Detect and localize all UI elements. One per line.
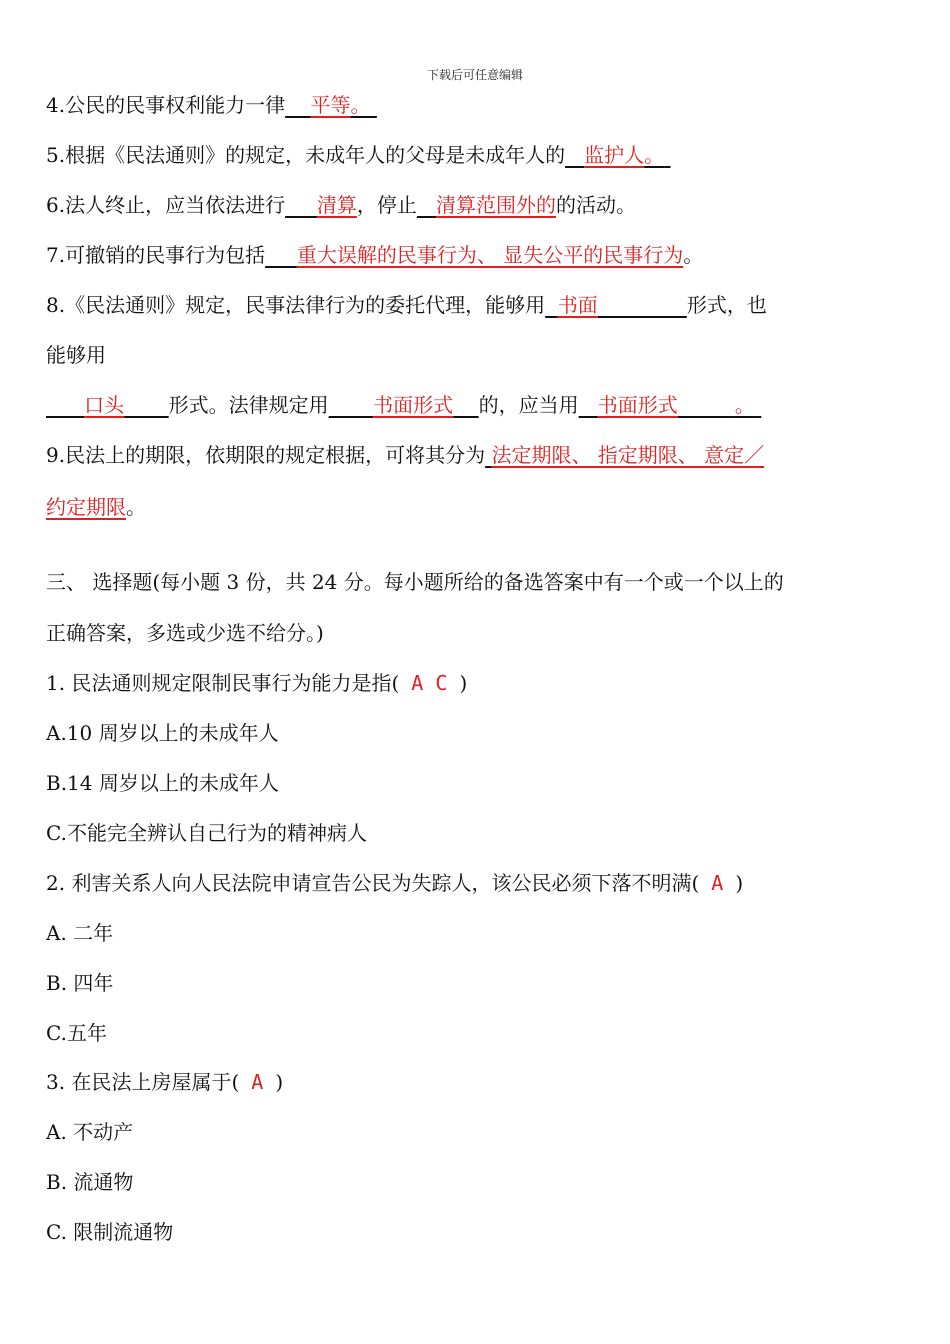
close-paren: ) bbox=[735, 871, 744, 895]
answer-4: 书面形式 bbox=[597, 393, 678, 417]
question-text-end: 。 bbox=[126, 495, 146, 519]
choice-question-3 bbox=[46, 1069, 283, 1095]
answer: 平等 bbox=[310, 93, 351, 117]
answer: A C bbox=[399, 671, 460, 695]
question-text-mid: 形式。法律规定用 bbox=[168, 393, 329, 417]
fill-question-5 bbox=[46, 142, 671, 168]
option: C.不能完全辨认自己行为的精神病人 bbox=[46, 821, 367, 845]
answer-1: 清算 bbox=[316, 193, 357, 217]
answer: 重大误解的民事行为、 显失公平的民事行为 bbox=[296, 243, 684, 267]
answer: A bbox=[699, 871, 736, 895]
fill-question-9 bbox=[46, 442, 764, 468]
fill-question-8-cont2 bbox=[46, 392, 761, 418]
answer-punct: 。 bbox=[350, 93, 371, 117]
question-stem: 2. 利害关系人向人民法院申请宣告公民为失踪人，该公民必须下落不明满( bbox=[46, 871, 700, 895]
fill-question-4 bbox=[46, 92, 377, 118]
option: A. 二年 bbox=[46, 921, 114, 945]
choice-question-2 bbox=[46, 870, 743, 896]
question-text-mid: 的，应当用 bbox=[478, 393, 579, 417]
question-text: 能够用 bbox=[46, 343, 106, 367]
option: C. 限制流通物 bbox=[46, 1220, 174, 1244]
question-text: 6.法人终止，应当依法进行 bbox=[46, 193, 286, 217]
option: B. 流通物 bbox=[46, 1170, 134, 1194]
question-text-mid: 形式，也 bbox=[686, 293, 767, 317]
question-text-end: 。 bbox=[683, 243, 704, 267]
close-paren: ) bbox=[275, 1070, 284, 1094]
option: A.10 周岁以上的未成年人 bbox=[46, 721, 279, 745]
question-text: 9.民法上的期限，依期限的规定根据，可将其分为 bbox=[46, 443, 486, 467]
section-title: 三、 选择题(每小题 3 份，共 24 分。每小题所给的备选答案中有一个或一个以上的 bbox=[46, 570, 784, 594]
fill-question-9-cont bbox=[46, 494, 146, 520]
choice-question-1 bbox=[46, 670, 467, 696]
answer-2: 清算范围外的 bbox=[435, 193, 556, 217]
answer-cont: 约定期限 bbox=[46, 495, 126, 519]
fill-question-6 bbox=[46, 192, 636, 218]
option: B. 四年 bbox=[46, 971, 114, 995]
answer: 法定期限、 指定期限、 意定／ bbox=[491, 443, 765, 467]
answer-3: 书面形式 bbox=[373, 393, 454, 417]
answer: A bbox=[239, 1070, 276, 1094]
question-text-mid: ，停止 bbox=[356, 193, 417, 217]
question-text: 5.根据《民法通则》的规定，未成年人的父母是未成年人的 bbox=[46, 143, 566, 167]
fill-question-8-cont bbox=[46, 342, 106, 368]
answer: 监护人 bbox=[584, 143, 645, 167]
option: C.五年 bbox=[46, 1021, 107, 1045]
close-paren: ) bbox=[459, 671, 468, 695]
fill-question-7 bbox=[46, 242, 703, 268]
answer-1: 书面 bbox=[557, 293, 598, 317]
question-text: 7.可撤销的民事行为包括 bbox=[46, 243, 266, 267]
question-stem: 3. 在民法上房屋属于( bbox=[46, 1070, 240, 1094]
option: B.14 周岁以上的未成年人 bbox=[46, 771, 279, 795]
answer-punct: 。 bbox=[644, 143, 665, 167]
question-text: 4.公民的民事权利能力一律 bbox=[46, 93, 286, 117]
page-header: 下载后可任意编辑 bbox=[426, 68, 523, 82]
answer-2: 口头 bbox=[84, 393, 125, 417]
option: A. 不动产 bbox=[46, 1120, 134, 1144]
question-text-end: 的活动。 bbox=[555, 193, 636, 217]
fill-question-8 bbox=[46, 292, 767, 318]
question-stem: 1. 民法通则规定限制民事行为能力是指( bbox=[46, 671, 400, 695]
section-title-cont: 正确答案，多选或少选不给分。) bbox=[46, 621, 324, 645]
answer-punct: 。 bbox=[734, 393, 755, 417]
question-text: 8.《民法通则》规定，民事法律行为的委托代理，能够用 bbox=[46, 293, 546, 317]
